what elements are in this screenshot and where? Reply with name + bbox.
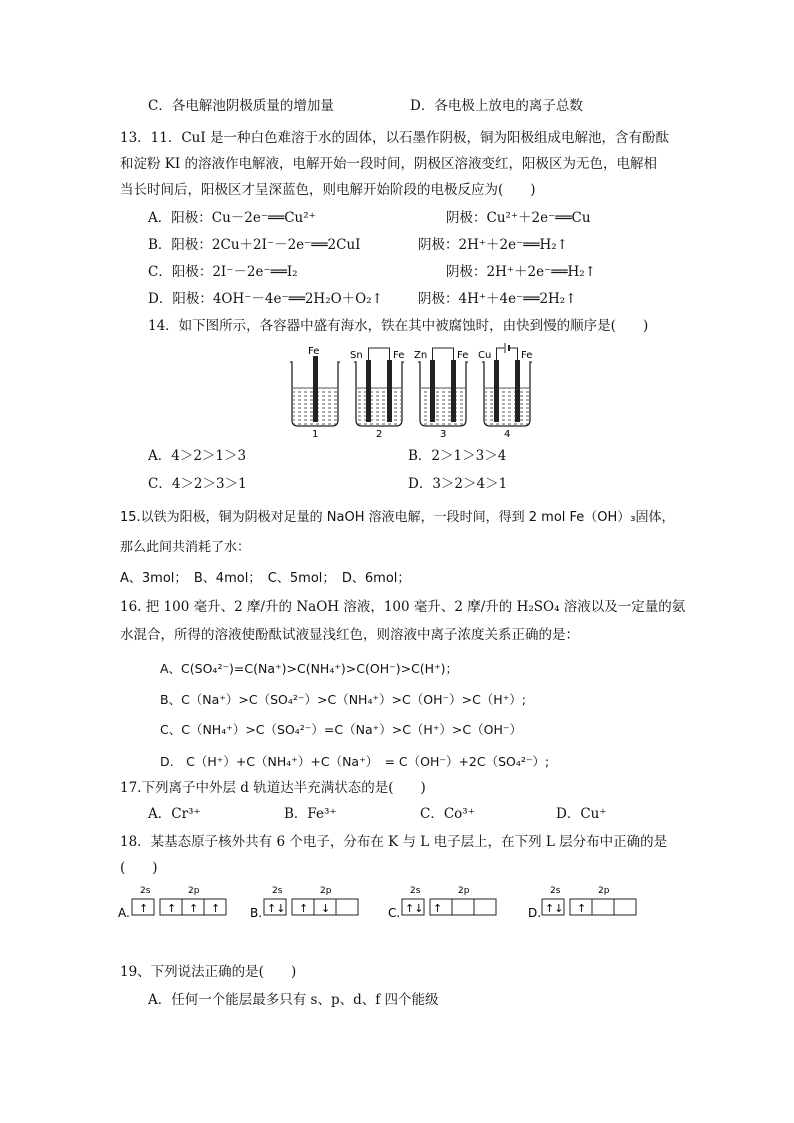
orbital-2px: ↑ [299, 902, 309, 915]
q14-option-a: A．4＞2＞1＞3 [148, 448, 247, 464]
label-2p: 2p [458, 886, 470, 896]
beaker-4 [478, 343, 532, 440]
q16-option-d: D. C（H⁺）+C（NH₄⁺）+C（Na⁺） = C（OH⁻）+2C（SO₄²⁻）; [160, 754, 550, 769]
fe-electrode-3 [451, 360, 456, 422]
q13-stem-line2: 和淀粉 KI 的溶液作电解液，电解开始一段时间，阴极区溶液变红，阳极区为无色，电解相 [120, 156, 657, 172]
zn-electrode [430, 360, 435, 422]
option-c-letter: C. [388, 906, 401, 920]
q17-option-d: D．Cu⁺ [556, 806, 607, 822]
q13-c-cathode: 阴极：2H⁺＋2e⁻══H₂↑ [446, 264, 596, 280]
beaker-2-right-label: Fe [393, 350, 405, 361]
q19-stem: 19、下列说法正确的是( ) [120, 964, 297, 980]
q16-stem-line2: 水混合，所得的溶液使酚酞试液显浅红色，则溶液中离子浓度关系正确的是： [120, 627, 579, 643]
label-2p: 2p [188, 886, 200, 896]
q13-a-cathode: 阴极：Cu²⁺＋2e⁻══Cu [446, 210, 591, 226]
orbital-2s: ↑↓ [267, 902, 286, 915]
q13-d-cathode: 阴极：4H⁺＋4e⁻══2H₂↑ [418, 291, 577, 307]
q15-stem-line1: 15.以铁为阳极，铜为阴极对足量的 NaOH 溶液电解，一段时间，得到 2 mol Fe（OH）₃固体， [120, 510, 675, 525]
sn-electrode [366, 360, 371, 422]
beaker-2-number: 2 [376, 429, 383, 440]
option-d-letter: D. [528, 906, 542, 920]
q16-stem-line1: 16. 把 100 毫升、2 摩/升的 NaOH 溶液，100 毫升、2 摩/升的 H₂SO₄ 溶液以及一定量的氨 [120, 599, 686, 615]
beaker-3-number: 3 [440, 429, 447, 440]
beaker-1-right-label: Fe [308, 346, 320, 357]
orbital-2s: ↑ [139, 902, 149, 915]
q13-c-anode: C．阳极：2I⁻－2e⁻══I₂ [148, 264, 298, 280]
beaker-2-left-label: Sn [350, 350, 363, 361]
beaker-3-right-label: Fe [457, 350, 469, 361]
label-2s: 2s [410, 886, 421, 896]
beaker-3-left-label: Zn [414, 350, 428, 361]
q12-option-c: C．各电解池阴极质量的增加量 [148, 98, 334, 114]
label-2p: 2p [598, 886, 610, 896]
q13-stem-line3: 当长时间后，阳极区才呈深蓝色，则电解开始阶段的电极反应为( ) [120, 182, 536, 198]
orbital-2px: ↑ [577, 902, 587, 915]
q17-option-a: A．Cr³⁺ [148, 806, 201, 822]
q16-option-b: B、C（Na⁺）>C（SO₄²⁻）>C（NH₄⁺）>C（OH⁻）>C（H⁺）; [160, 692, 527, 707]
beaker-3 [414, 348, 468, 440]
option-b-letter: B. [250, 906, 263, 920]
cu-electrode [494, 360, 499, 422]
beaker-1 [290, 346, 340, 440]
q18-stem-line2: ( ) [120, 860, 158, 876]
q13-stem-line1: 13．11．CuI 是一种白色难溶于水的固体，以石墨作阴极，铜为阳极组成电解池，含有酚酞 [120, 130, 670, 146]
q18-option-b-diagram [250, 883, 368, 927]
label-2p: 2p [320, 886, 332, 896]
q15-options: A、3mol； B、4mol； C、5mol； D、6mol； [120, 571, 411, 586]
option-a-letter: A. [118, 906, 130, 920]
q14-option-c: C．4＞2＞3＞1 [148, 476, 247, 492]
label-2s: 2s [272, 886, 283, 896]
beaker-4-number: 4 [504, 429, 511, 440]
fe-electrode-1 [313, 356, 318, 422]
orbital-2px: ↑ [433, 902, 443, 915]
fe-electrode-4 [515, 360, 520, 422]
orbital-2s: ↑↓ [405, 902, 424, 915]
q17-option-b: B．Fe³⁺ [284, 806, 337, 822]
q18-option-c-diagram [388, 883, 506, 927]
q14-beakers-figure [280, 342, 540, 440]
q14-option-b: B．2＞1＞3＞4 [408, 448, 507, 464]
q18-stem-line1: 18．某基态原子核外共有 6 个电子，分布在 K 与 L 电子层上，在下列 L 层分布中正确的是 [120, 834, 668, 850]
beaker-4-left-label: Cu [478, 350, 492, 361]
q19-option-a: A．任何一个能层最多只有 s、p、d、f 四个能级 [148, 992, 439, 1008]
orbital-2px: ↑ [167, 902, 177, 915]
q15-stem-line2: 那么此间共消耗了水： [120, 540, 251, 555]
q13-d-anode: D．阳极：4OH⁻－4e⁻══2H₂O＋O₂↑ [148, 291, 383, 307]
q14-option-d: D．3＞2＞4＞1 [408, 476, 508, 492]
beaker-4-right-label: Fe [521, 350, 533, 361]
orbital-2s: ↑↓ [545, 902, 564, 915]
beaker-1-number: 1 [312, 429, 319, 440]
q14-stem: 14．如下图所示，各容器中盛有海水，铁在其中被腐蚀时，由快到慢的顺序是( ) [148, 318, 649, 334]
orbital-2pz: ↑ [211, 902, 221, 915]
label-2s: 2s [550, 886, 561, 896]
q17-option-c: C．Co³⁺ [420, 806, 475, 822]
q13-b-anode: B．阳极：2Cu＋2I⁻－2e⁻══2CuI [148, 237, 361, 253]
q17-stem: 17.下列离子中外层 d 轨道达半充满状态的是( ) [120, 780, 426, 796]
q16-option-c: C、C（NH₄⁺）>C（SO₄²⁻）=C（Na⁺）>C（H⁺）>C（OH⁻） [160, 722, 522, 737]
q18-option-a-diagram [118, 883, 236, 927]
orbital-2py: ↓ [321, 902, 331, 915]
q18-option-d-diagram [528, 883, 646, 927]
q13-b-cathode: 阴极：2H⁺＋2e⁻══H₂↑ [418, 237, 568, 253]
q16-option-a: A、C(SO₄²⁻)=C(Na⁺)>C(NH₄⁺)>C(OH⁻)>C(H⁺)； [160, 661, 459, 676]
q13-a-anode: A．阳极：Cu－2e⁻══Cu²⁺ [148, 210, 316, 226]
fe-electrode-2 [387, 360, 392, 422]
label-2s: 2s [140, 886, 151, 896]
q12-option-d: D．各电极上放电的离子总数 [410, 98, 583, 114]
beaker-2 [350, 348, 404, 440]
orbital-2py: ↑ [189, 902, 199, 915]
